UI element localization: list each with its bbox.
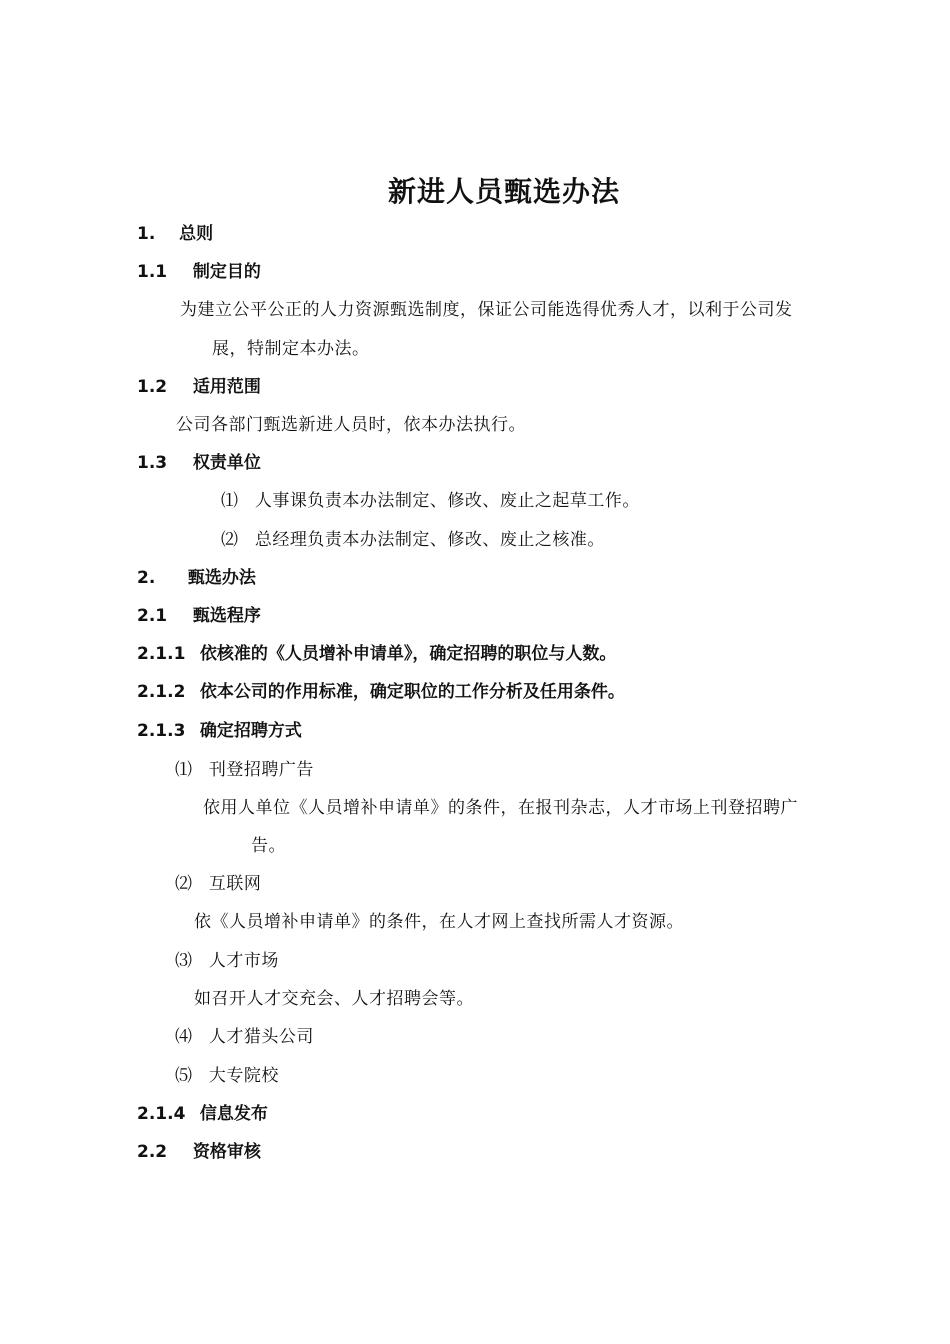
paragraph-line: 依用人单位《人员增补申请单》的条件，在报刊杂志，人才市场上刊登招聘广 [203, 798, 798, 818]
list-item-number: ⑵ [175, 874, 193, 894]
section-2-1-1-heading [137, 646, 616, 663]
list-item [221, 532, 605, 549]
section-title: 确定招聘方式 [199, 721, 302, 741]
section-number: 2.1.2 [137, 682, 186, 702]
section-number: 1.2 [137, 377, 168, 397]
section-2-2-heading [137, 1144, 261, 1161]
section-1-heading [137, 226, 213, 243]
list-item-text: 大专院校 [208, 1066, 279, 1086]
section-title: 甄选程序 [192, 606, 261, 626]
list-item [175, 1068, 279, 1085]
section-2-1-heading [137, 608, 261, 625]
section-2-1-3-heading [137, 723, 302, 740]
section-title: 制定目的 [192, 262, 261, 282]
list-item-text: 互联网 [208, 874, 262, 894]
section-2-1-2-heading [137, 684, 625, 701]
section-number: 2.2 [137, 1142, 168, 1162]
section-title: 权责单位 [192, 453, 261, 473]
list-item-number: ⑴ [175, 760, 193, 780]
section-1-3-heading [137, 455, 261, 472]
list-item-number: ⑷ [175, 1027, 193, 1047]
list-item-text: 人才市场 [208, 951, 279, 971]
list-item-text: 刊登招聘广告 [208, 760, 314, 780]
paragraph-line: 公司各部门甄选新进人员时，依本办法执行。 [176, 415, 526, 435]
list-item-text: 人才猎头公司 [208, 1027, 314, 1047]
list-item [175, 1029, 314, 1046]
paragraph-line: 如召开人才交充会、人才招聘会等。 [194, 989, 474, 1009]
paragraph-line: 依《人员增补申请单》的条件，在人才网上查找所需人才资源。 [194, 912, 684, 932]
document-title: 新进人员甄选办法 [387, 175, 620, 208]
section-number: 2.1.1 [137, 644, 186, 664]
section-title: 信息发布 [199, 1104, 268, 1124]
list-item-text: 总经理负责本办法制定、修改、废止之核准。 [254, 530, 605, 550]
section-2-1-4-heading [137, 1106, 268, 1123]
section-number: 2.1 [137, 606, 168, 626]
list-item-text: 人事课负责本办法制定、修改、废止之起草工作。 [254, 491, 640, 511]
list-item-number: ⑴ [221, 491, 239, 511]
section-2-heading [137, 570, 256, 587]
paragraph-line: 展，特制定本办法。 [212, 339, 370, 359]
section-1-1-heading [137, 264, 261, 281]
paragraph-line: 为建立公平公正的人力资源甄选制度，保证公司能选得优秀人才，以利于公司发 [180, 300, 793, 320]
section-number: 1.1 [137, 262, 168, 282]
section-number: 1. [137, 224, 156, 244]
section-title: 依核准的《人员增补申请单》，确定招聘的职位与人数。 [199, 644, 617, 664]
section-title: 适用范围 [192, 377, 261, 397]
section-title: 甄选办法 [187, 568, 256, 588]
section-title: 资格审核 [192, 1142, 261, 1162]
section-number: 2.1.4 [137, 1104, 186, 1124]
list-item-number: ⑵ [221, 530, 239, 550]
section-1-2-heading [137, 379, 261, 396]
list-item [175, 876, 261, 893]
section-number: 1.3 [137, 453, 168, 473]
paragraph-line: 告。 [251, 836, 286, 856]
section-number: 2. [137, 568, 156, 588]
list-item [175, 762, 314, 779]
section-title: 依本公司的作用标准，确定职位的工作分析及任用条件。 [199, 682, 625, 702]
list-item-number: ⑶ [175, 951, 193, 971]
section-number: 2.1.3 [137, 721, 186, 741]
list-item [175, 953, 279, 970]
list-item-number: ⑸ [175, 1066, 193, 1086]
section-title: 总则 [179, 224, 214, 244]
list-item [221, 493, 640, 510]
